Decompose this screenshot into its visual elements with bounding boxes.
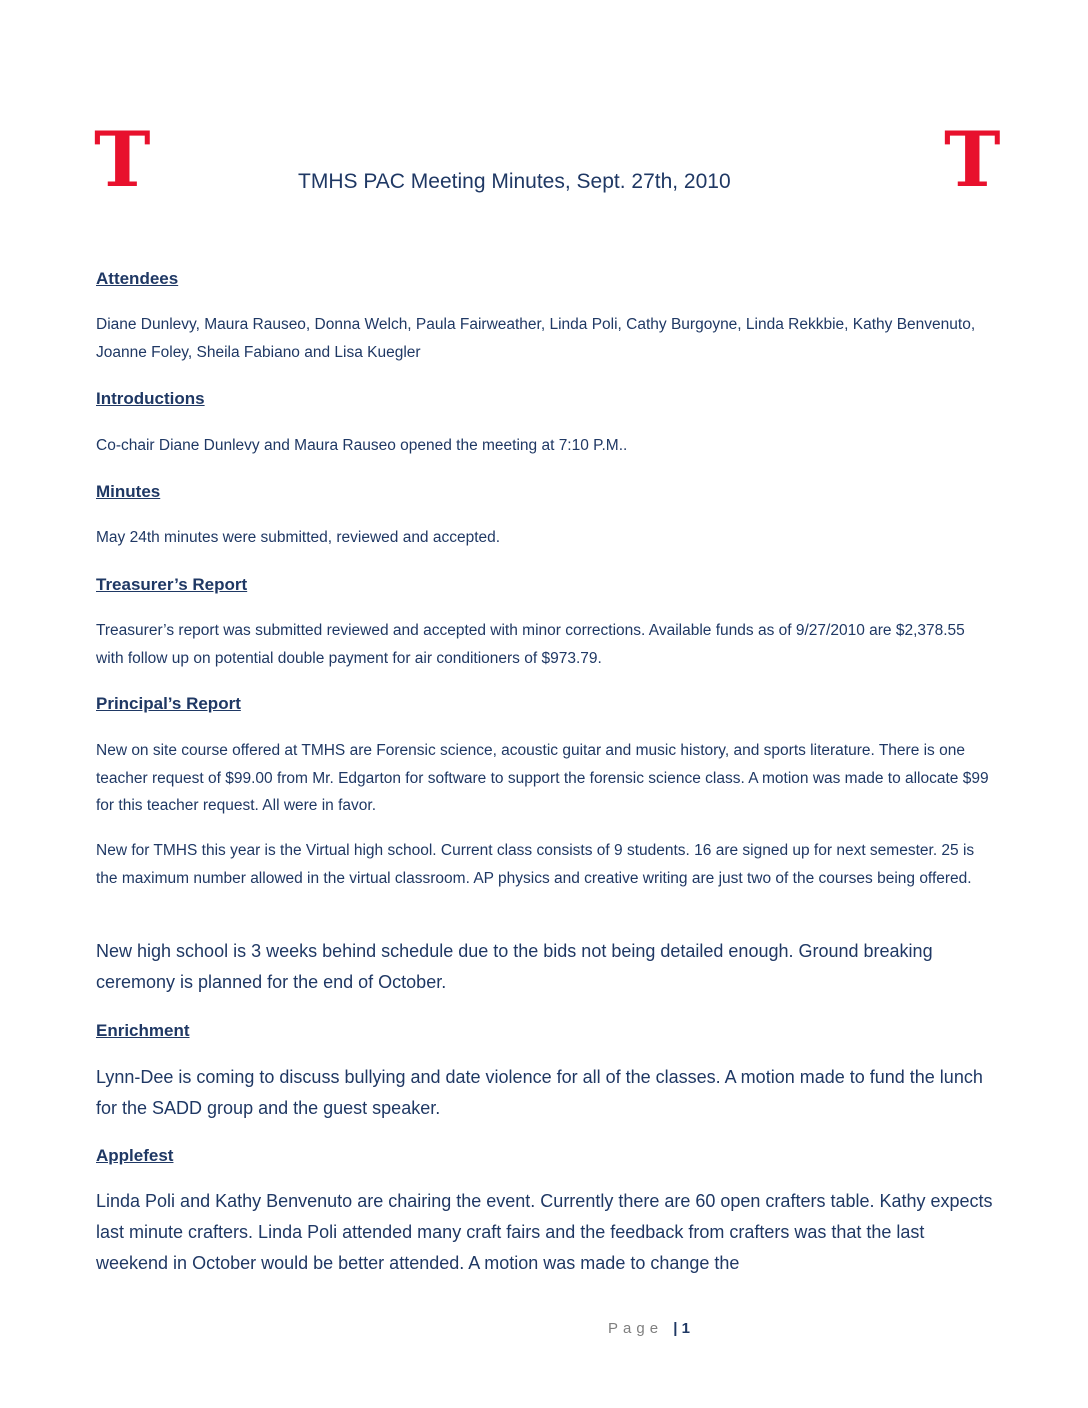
school-logo-right: T <box>944 115 1001 204</box>
page-label: Page <box>608 1320 664 1337</box>
principal-report-heading: Principal’s Report <box>96 694 241 713</box>
principal-report-courses: New on site course offered at TMHS are Forensic science, acoustic guitar and music history, and sports literature. There is one teacher request of $99.00 from Mr. Edgarton for software to support the forensic science class. A motion was made to allocate $99 for this teacher request. All were in favor. <box>96 742 989 814</box>
school-logo-left: T <box>94 115 151 204</box>
treasurer-report-text: Treasurer’s report was submitted reviewed and accepted with minor corrections. Available funds as of 9/27/2010 are $2,378.55 with follow up on potential double payment for air conditioners of $973.79. <box>96 622 965 667</box>
attendees-heading: Attendees <box>96 269 179 288</box>
page-footer <box>608 1320 690 1337</box>
document-title: TMHS PAC Meeting Minutes, Sept. 27th, 2010 <box>298 170 731 193</box>
minutes-text: May 24th minutes were submitted, reviewed and accepted. <box>96 529 501 546</box>
applefest-heading: Applefest <box>96 1146 174 1165</box>
principal-report-virtual-school: New for TMHS this year is the Virtual high school. Current class consists of 9 students. 16 are signed up for next semester. 25 is the maximum number allowed in the virtual classroom. AP physics and creative writing are just two of the courses being offered. <box>96 842 975 887</box>
page-separator: | <box>673 1320 678 1337</box>
enrichment-heading: Enrichment <box>96 1021 190 1040</box>
applefest-text: Linda Poli and Kathy Benvenuto are chairing the event. Currently there are 60 open crafters table. Kathy expects last minute crafters. Linda Poli attended many craft fairs and the feedback from crafters was that the last weekend in October would be better attended. A motion was made to change the <box>96 1191 993 1273</box>
introductions-heading: Introductions <box>96 389 205 408</box>
minutes-heading: Minutes <box>96 482 161 501</box>
page-number: 1 <box>681 1320 690 1337</box>
attendees-text: Diane Dunlevy, Maura Rauseo, Donna Welch, Paula Fairweather, Linda Poli, Cathy Burgoyne, Linda Rekkbie, Kathy Benvenuto, Joanne Foley, Sheila Fabiano and Lisa Kuegler <box>96 316 976 361</box>
introductions-text: Co-chair Diane Dunlevy and Maura Rauseo opened the meeting at 7:10 P.M.. <box>96 437 628 454</box>
treasurer-report-heading: Treasurer’s Report <box>96 575 248 594</box>
principal-report-new-school: New high school is 3 weeks behind schedule due to the bids not being detailed enough. Ground breaking ceremony is planned for the end of October. <box>96 941 933 992</box>
enrichment-text: Lynn-Dee is coming to discuss bullying and date violence for all of the classes. A motion made to fund the lunch for the SADD group and the guest speaker. <box>96 1067 983 1118</box>
